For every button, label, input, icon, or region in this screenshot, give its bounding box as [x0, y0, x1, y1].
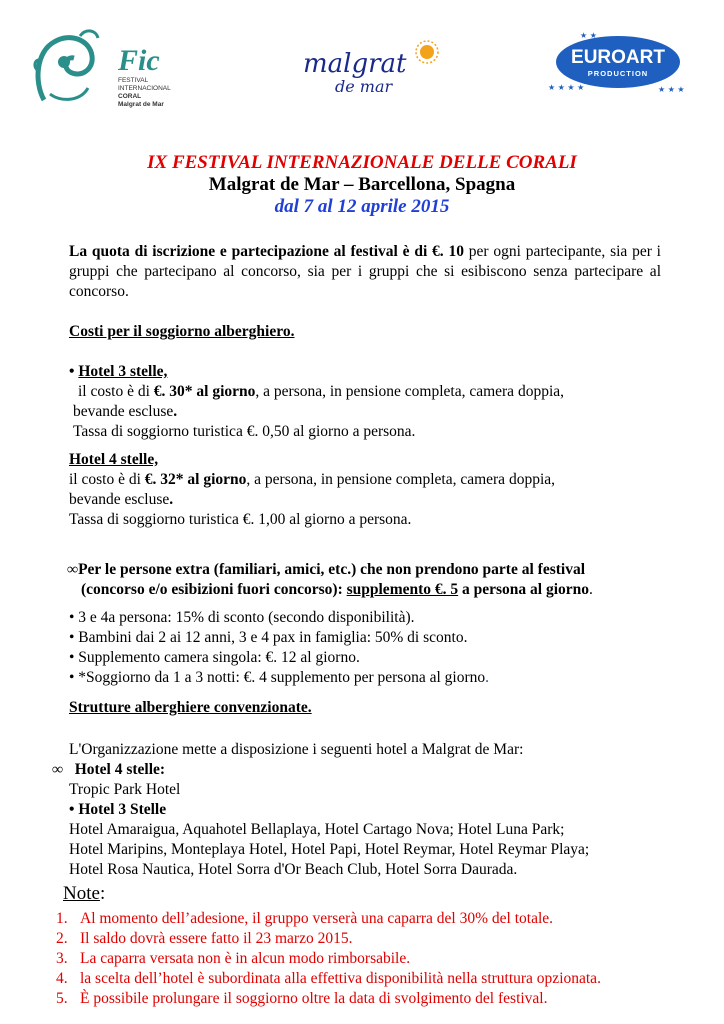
extra-persons-line-2a: (concorso e/o esibizioni fuori concorso):	[81, 581, 347, 598]
list-item: • Bambini dai 2 ai 12 anni, 3 e 4 pax in famiglia: 50% di sconto.	[69, 629, 468, 646]
malgrat-de-mar-logo	[295, 38, 445, 98]
hotel-3-stars-section	[69, 362, 669, 442]
fic-logo-caption	[118, 77, 171, 109]
hotel-3-list-title: Hotel 3 Stelle	[78, 801, 167, 818]
structures-heading	[69, 698, 669, 718]
hotel-4-title: Hotel 4 stelle,	[69, 451, 159, 468]
fic-caption-line: Malgrat de Mar	[118, 101, 164, 108]
note-text: È possibile prolungare il soggiorno oltre la data di svolgimento del festival.	[80, 990, 548, 1007]
euroart-logo-text-2: PRODUCTION	[587, 69, 649, 78]
hotel-3-drinks: bevande escluse	[73, 403, 174, 420]
hotel-3-drinks-dot: .	[173, 403, 178, 420]
hotel-4-cost-c: , a persona, in pensione completa, camera doppia,	[246, 471, 555, 488]
fic-logo-word: Fic	[118, 44, 160, 77]
hotel-3-title: Hotel 3 stelle,	[78, 363, 168, 380]
list-item	[56, 969, 601, 989]
notes-heading	[63, 884, 663, 905]
hotel-4-drinks: bevande escluse	[69, 491, 170, 508]
structures-heading-text: Strutture alberghiere convenzionate.	[69, 699, 312, 716]
festival-title-block	[0, 152, 724, 218]
note-number: 1.	[56, 910, 68, 927]
costs-heading-text: Costi per il soggiorno alberghiero.	[69, 323, 295, 340]
notes-title: Note	[63, 883, 100, 904]
extra-persons-section	[69, 560, 669, 600]
discounts-list	[69, 608, 669, 688]
structures-section	[52, 740, 669, 880]
euroart-logo-icon	[536, 28, 696, 96]
hotel-3-tax: Tassa di soggiorno turistica €. 0,50 al giorno a persona.	[73, 423, 416, 440]
svg-text:★ ★: ★ ★	[580, 31, 597, 40]
svg-text:★ ★ ★: ★ ★ ★	[658, 85, 685, 94]
extra-supplement: supplemento €. 5	[346, 581, 459, 598]
note-text: Il saldo dovrà essere fatto il 23 marzo 2015.	[80, 930, 353, 947]
bullet: •	[69, 363, 79, 380]
extra-persons-line-2c: a persona al giorno	[458, 581, 590, 598]
note-text: Al momento dell’adesione, il gruppo verserà una caparra del 30% del totale.	[80, 910, 554, 927]
registration-fee-text: per ogni partecipante, sia per i gruppi che partecipano al concorso, sia per i gruppi che si esibiscono senza partecipare al concorso.	[69, 243, 661, 300]
registration-fee-paragraph	[69, 242, 661, 302]
note-text: la scelta dell’hotel è subordinata alla effettiva disponibilità nella struttura opzionata.	[80, 970, 601, 987]
festival-dates: dal 7 al 12 aprile 2015	[274, 196, 450, 217]
registration-fee-bold: La quota di iscrizione e partecipazione al festival è di €. 10	[69, 243, 464, 260]
hotel-4-stars-section	[69, 450, 669, 530]
note-number: 5.	[56, 990, 68, 1007]
fic-festival-logo	[30, 22, 180, 112]
festival-location: Malgrat de Mar – Barcellona, Spagna	[208, 174, 516, 195]
note-number: 3.	[56, 950, 68, 967]
fic-caption-line: FESTIVAL	[118, 77, 149, 84]
extra-persons-line-2d: .	[589, 581, 593, 598]
hotel-3-list-line: Hotel Amaraigua, Aquahotel Bellaplaya, Hotel Cartago Nova; Hotel Luna Park;	[69, 821, 565, 838]
list-item	[56, 949, 601, 969]
list-item: • 3 e 4a persona: 15% di sconto (secondo disponibilità).	[69, 609, 415, 626]
hotel-4-list: Tropic Park Hotel	[69, 781, 181, 798]
hotel-3-cost-b: €. 30* al giorno	[153, 383, 256, 400]
list-item: • *Soggiorno da 1 a 3 notti: €. 4 supplemento per persona al giorno	[69, 669, 486, 686]
note-number: 4.	[56, 970, 68, 987]
euroart-production-logo	[536, 28, 696, 96]
costs-heading	[69, 322, 669, 342]
fic-caption-line: CORAL	[118, 93, 142, 100]
svg-text:★ ★ ★ ★: ★ ★ ★ ★	[548, 83, 585, 92]
extra-persons-line-1: Per le persone extra (familiari, amici, etc.) che non prendono parte al festival	[78, 561, 586, 578]
fic-caption-line: INTERNACIONAL	[118, 85, 171, 92]
structures-intro: L'Organizzazione mette a disposizione i seguenti hotel a Malgrat de Mar:	[69, 741, 524, 758]
note-text: La caparra versata non è in alcun modo rimborsabile.	[80, 950, 411, 967]
hotel-4-list-title: Hotel 4 stelle:	[74, 761, 166, 778]
festival-title: IX FESTIVAL INTERNAZIONALE DELLE CORALI	[147, 152, 577, 173]
malgrat-logo-text-2: de mar	[335, 77, 393, 96]
list-item	[56, 929, 601, 949]
note-number: 2.	[56, 930, 68, 947]
euroart-logo-text-1: EUROART	[571, 47, 665, 68]
hotel-3-cost-c: , a persona, in pensione completa, camera doppia,	[255, 383, 564, 400]
notes-colon: :	[99, 883, 106, 904]
list-item	[56, 989, 601, 1009]
hotel-4-cost-b: €. 32* al giorno	[144, 471, 247, 488]
list-item	[56, 909, 601, 929]
hotel-3-list-line: Hotel Maripins, Monteplaya Hotel, Hotel Papi, Hotel Reymar, Hotel Reymar Playa;	[69, 841, 590, 858]
infinity-bullet-icon: ∞	[67, 561, 79, 578]
malgrat-logo-text-1: malgrat	[303, 49, 407, 79]
hotel-4-tax: Tassa di soggiorno turistica €. 1,00 al giorno a persona.	[69, 511, 412, 528]
hotel-3-cost-a: il costo è di	[78, 383, 154, 400]
hotel-4-cost-a: il costo è di	[69, 471, 145, 488]
hotel-3-list-line: Hotel Rosa Nautica, Hotel Sorra d'Or Beach Club, Hotel Sorra Daurada.	[69, 861, 518, 878]
list-item: • Supplemento camera singola: €. 12 al giorno.	[69, 649, 360, 666]
hotel-4-drinks-dot: .	[169, 491, 174, 508]
bullet: •	[69, 801, 79, 818]
list-item-dot: .	[485, 669, 489, 686]
infinity-bullet-icon: ∞	[52, 761, 64, 778]
notes-list	[56, 909, 601, 1009]
malgrat-logo-icon	[295, 38, 445, 98]
